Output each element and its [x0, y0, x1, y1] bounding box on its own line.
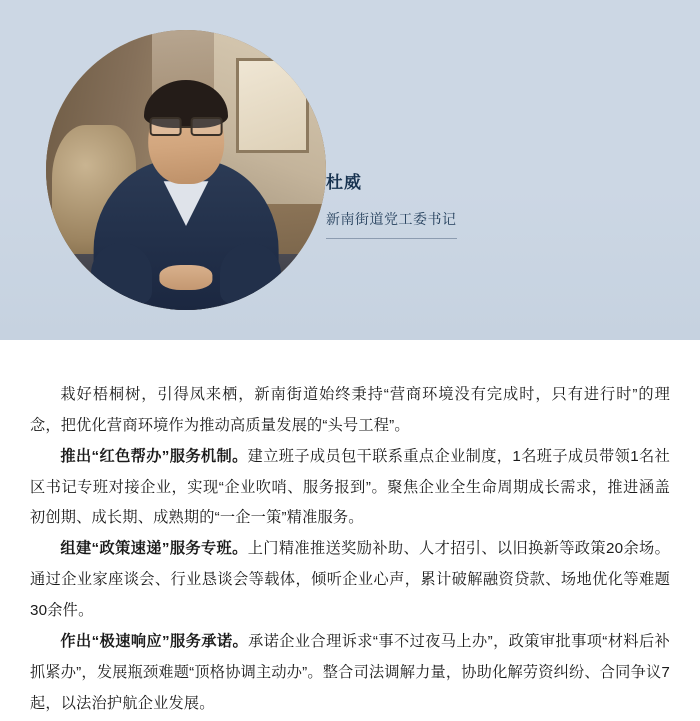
person-title: 新南街道党工委书记 — [326, 209, 457, 239]
portrait-photo — [46, 30, 326, 310]
photo-subject-hands — [159, 265, 212, 290]
glasses-lens-left — [150, 117, 182, 137]
paragraph-1-text: 栽好梧桐树，引得凤来栖，新南街道始终秉持“营商环境没有完成时，只有进行时”的理念，把优化营商环境作为推动高质量发展的“头号工程”。 — [30, 386, 670, 434]
paragraph-3-text: 上门精准推送奖励补助、人才招引、以旧换新等政策20余场。通过企业家座谈会、行业恳谈会等载体，倾听企业心声，累计破解融资贷款、场地优化等难题30余件。 — [30, 540, 670, 620]
paragraph-1 — [30, 380, 670, 442]
paragraph-3 — [30, 534, 670, 627]
photo-window — [236, 58, 309, 153]
person-name: 杜威 — [326, 173, 362, 192]
paragraph-3-lead: 组建“政策速递”服务专班。 — [60, 540, 248, 558]
paragraph-4 — [30, 627, 670, 720]
photo-background — [46, 30, 326, 310]
photo-subject-arm-left — [91, 243, 153, 305]
paragraph-4-text: 承诺企业合理诉求“事不过夜马上办”，政策审批事项“材料后补抓紧办”，发展瓶颈难题“顶格协调主动办”。整合司法调解力量，协助化解劳资纠纷、合同争议7起，以法治护航企业发展。 — [30, 632, 670, 712]
header-banner — [0, 0, 700, 340]
photo-subject-glasses — [150, 117, 223, 137]
glasses-lens-right — [190, 117, 222, 137]
paragraph-4-lead: 作出“极速响应”服务承诺。 — [60, 632, 249, 650]
paragraph-2-lead: 推出“红色帮办”服务机制。 — [60, 447, 248, 465]
photo-subject-arm-right — [220, 243, 282, 305]
glasses-bridge — [182, 126, 191, 128]
person-info — [326, 168, 626, 239]
article-body — [0, 340, 700, 719]
paragraph-2-text: 建立班子成员包干联系重点企业制度，1名班子成员带领1名社区书记专班对接企业，实现“企业吹哨、服务报到”。聚焦企业全生命周期成长需求，推进涵盖初创期、成长期、成熟期的“一企一策”精准服务。 — [30, 447, 670, 527]
paragraph-2 — [30, 442, 670, 535]
